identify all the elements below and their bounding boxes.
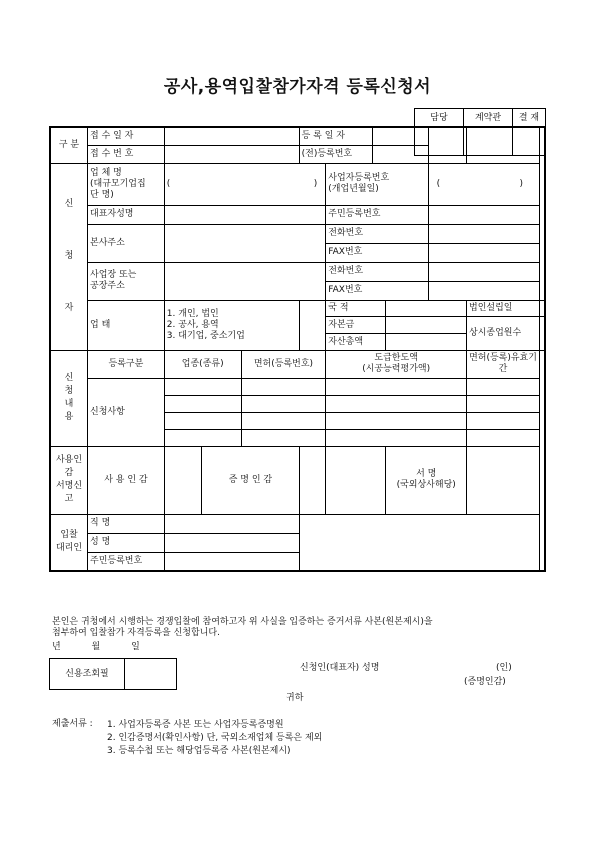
fax-label: FAX번호 xyxy=(326,243,428,262)
biztype-label: 업 태 xyxy=(88,300,165,350)
capital-assets-labels: 자본금 자산총액 xyxy=(326,316,386,350)
biztype-options: 1. 개인, 법인 2. 공사, 용역 3. 대기업, 중소기업 xyxy=(164,300,299,350)
phone2-field[interactable] xyxy=(428,262,539,281)
col-valid: 면허(등록)유효기간 xyxy=(467,350,540,378)
employees-label: 상시종업원수 xyxy=(467,316,540,350)
site-address-field[interactable] xyxy=(164,262,326,300)
app-r1-license[interactable] xyxy=(241,378,326,395)
biz-reg-no-field[interactable]: ( ) xyxy=(428,163,539,205)
reg-date-label: 등 록 일 자 xyxy=(299,127,372,145)
app-r2-license[interactable] xyxy=(241,395,326,412)
used-seal-label: 사 용 인 감 xyxy=(88,446,165,514)
app-r4-industry[interactable] xyxy=(164,429,241,446)
app-r2-valid[interactable] xyxy=(467,395,540,412)
site-address-label: 사업장 또는 공장주소 xyxy=(88,262,165,300)
app-r2-industry[interactable] xyxy=(164,395,241,412)
approval-label-officer: 계약관 xyxy=(464,109,513,128)
approval-label-staff: 담당 xyxy=(415,109,464,128)
addressee: 귀하 xyxy=(286,693,304,703)
agent-name-label: 성 명 xyxy=(88,533,165,552)
app-r3-limit[interactable] xyxy=(326,412,467,429)
attachment-item: 2. 인감증명서(확인사항) 단, 국외소재업체 등록은 제외 xyxy=(107,733,323,743)
cert-seal-mark: (증명인감) xyxy=(464,677,506,687)
seal-mark: (인) xyxy=(496,663,512,673)
receipt-date-label: 접 수 일 자 xyxy=(88,127,165,145)
application-section-label: 신 청 내 용 xyxy=(50,350,88,446)
applicant-sign-label: 신청인(대표자) 성명 xyxy=(300,663,380,673)
fax2-field[interactable] xyxy=(428,281,539,300)
credit-check-box xyxy=(49,658,177,690)
rep-name-label: 대표자성명 xyxy=(88,205,165,224)
nationality-label: 국 적 xyxy=(326,300,386,316)
nationality-field[interactable] xyxy=(386,300,467,316)
attachment-item: 1. 사업자등록증 사본 또는 사업자등록증명원 xyxy=(107,720,284,730)
app-r1-industry[interactable] xyxy=(164,378,241,395)
app-r4-license[interactable] xyxy=(241,429,326,446)
col-reg-type: 등록구분 xyxy=(88,350,165,378)
agent-resident-label: 주민등록번호 xyxy=(88,552,165,571)
phone-field[interactable] xyxy=(428,224,539,243)
founded-field[interactable] xyxy=(540,300,546,316)
fax-field[interactable] xyxy=(428,243,539,262)
reg-date-field[interactable] xyxy=(372,127,428,145)
prev-reg-no-label: (전)등록번호 xyxy=(299,145,372,163)
date-line: 년 월 일 xyxy=(52,642,140,652)
employees-field[interactable] xyxy=(540,316,546,350)
receipt-no-label: 접 수 번 호 xyxy=(88,145,165,163)
agent-position-label: 직 명 xyxy=(88,514,165,533)
signature-label: 서 명 (국외상사해당) xyxy=(386,446,467,514)
gubun-label: 구 분 xyxy=(50,127,88,163)
header-blank-1 xyxy=(428,127,466,163)
capital-assets-fields[interactable] xyxy=(386,316,467,350)
app-r4-valid[interactable] xyxy=(467,429,540,446)
agent-name-field[interactable] xyxy=(164,533,299,552)
application-row-label: 신청사항 xyxy=(88,378,165,446)
signature-field[interactable] xyxy=(467,446,540,514)
header-blank-2 xyxy=(467,127,540,163)
agent-section-label: 입찰 대리인 xyxy=(50,514,88,571)
col-limit: 도급한도액 (시공능력평가액) xyxy=(326,350,467,378)
app-r1-valid[interactable] xyxy=(467,378,540,395)
app-r4-limit[interactable] xyxy=(326,429,467,446)
attachment-item: 3. 등록수첩 또는 해당업등록증 사본(원본제시) xyxy=(107,746,291,756)
blank-before-nationality xyxy=(299,300,326,350)
hq-address-label: 본사주소 xyxy=(88,224,165,262)
page-title: 공사,용역입찰참가자격 등록신청서 xyxy=(163,77,432,97)
app-r1-limit[interactable] xyxy=(326,378,467,395)
receipt-no-field[interactable] xyxy=(164,145,299,163)
rep-name-field[interactable] xyxy=(164,205,326,224)
agent-resident-field[interactable] xyxy=(164,552,299,571)
app-r3-industry[interactable] xyxy=(164,412,241,429)
cert-seal-field-2[interactable] xyxy=(326,446,386,514)
application-form-table xyxy=(49,126,546,572)
resident-no-field[interactable] xyxy=(428,205,539,224)
prev-reg-no-field[interactable] xyxy=(372,145,428,163)
biz-reg-no-label: 사업자등록번호 (개업년월일) xyxy=(326,163,428,205)
agent-blank xyxy=(299,514,539,571)
app-r3-license[interactable] xyxy=(241,412,326,429)
attachments-label: 제출서류 : xyxy=(52,719,93,729)
app-r2-limit[interactable] xyxy=(326,395,467,412)
used-seal-field[interactable] xyxy=(164,446,201,514)
phone2-label: 전화번호 xyxy=(326,262,428,281)
approval-label-approve: 결 재 xyxy=(513,109,546,128)
credit-check-label: 신용조회필 xyxy=(50,659,125,689)
attachments-list xyxy=(107,719,322,758)
fax2-label: FAX번호 xyxy=(326,281,428,300)
app-r3-valid[interactable] xyxy=(467,412,540,429)
col-industry: 업종(종류) xyxy=(164,350,241,378)
declaration: 본인은 귀청에서 시행하는 경쟁입찰에 참여하고자 위 사실을 입증하는 증거서류 사본(원본제시)을 첨부하여 입찰참가 자격등록을 신청합니다. xyxy=(52,617,433,638)
seal-section-label: 사용인 감 서명신 고 xyxy=(50,446,88,514)
cert-seal-label: 증 명 인 감 xyxy=(202,446,299,514)
company-name-label: 업 체 명 (대규모기업집 단 명) xyxy=(88,163,165,205)
founded-label: 법인설립일 xyxy=(467,300,540,316)
agent-position-field[interactable] xyxy=(164,514,299,533)
cert-seal-field[interactable] xyxy=(299,446,326,514)
receipt-date-field[interactable] xyxy=(164,127,299,145)
resident-no-label: 주민등록번호 xyxy=(326,205,428,224)
applicant-section-label: 신 청 자 xyxy=(50,163,88,350)
col-license: 면허(등록번호) xyxy=(241,350,326,378)
hq-address-field[interactable] xyxy=(164,224,326,262)
phone-label: 전화번호 xyxy=(326,224,428,243)
company-name-field[interactable]: ( ) xyxy=(164,163,326,205)
